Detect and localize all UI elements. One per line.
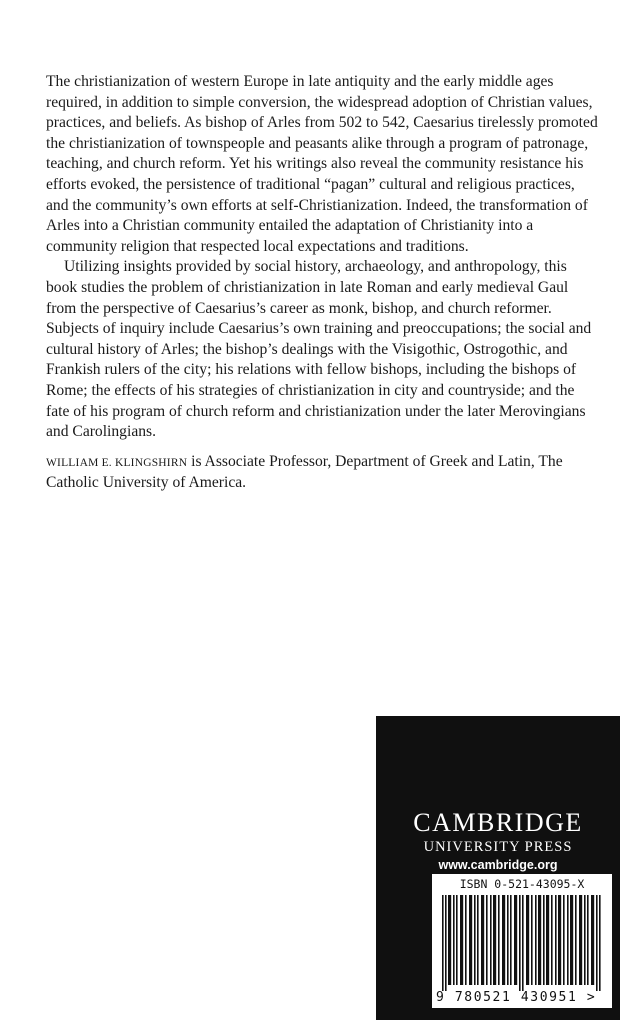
author-name: WILLIAM E. KLINGSHIRN xyxy=(46,456,188,469)
blurb-paragraph-2: Utilizing insights provided by social history, archaeology, and anthropology, this book studies the problem of christianization in late Roman and early medieval Gaul from the perspective of Caesarius’s career as monk, bishop, and church reformer. Subjects of inquiry include Caesarius’s own training and preoccupations; the social and cultural history of Arles; the bishop’s dealings with the Visigothic, Ostrogothic, and Frankish rulers of the city; his relations with fellow bishops, including the bishops of Rome; the effects of his strategies of christianization in city and countryside; and the fate of his program of church reform and christianization under the later Merovingians and Carolingians. xyxy=(46,258,592,441)
publisher-block xyxy=(376,716,620,1020)
author-bio xyxy=(46,452,598,494)
publisher-subtitle: UNIVERSITY PRESS xyxy=(423,839,573,855)
back-cover-blurb xyxy=(46,72,598,494)
blurb-paragraph-1: The christianization of western Europe in late antiquity and the early middle ages required, in addition to simple conversion, the widespread adoption of Christian values, practices, and beliefs. As bishop of Arles from 502 to 542, Caesarius tirelessly promoted the christianization of townspeople and peasants alike through a program of patronage, teaching, and church reform. Yet his writings also reveal the community resistance his efforts evoked, the persistence of traditional “pagan” cultural and religious practices, and the community’s own efforts at self-Christianization. Indeed, the transformation of Arles into a Christian community entailed the adaptation of Christianity into a community religion that respected local expectations and traditions. xyxy=(46,73,598,255)
isbn-label: ISBN 0-521-43095-X xyxy=(459,877,585,891)
author-bio-text: is Associate Professor, Department of Greek and Latin, The Catholic University of America. xyxy=(46,452,563,492)
publisher-name: CAMBRIDGE xyxy=(413,808,583,837)
ean-digits: 9 780521 430951 > xyxy=(436,990,597,1005)
publisher-url: www.cambridge.org xyxy=(438,858,558,872)
barcode xyxy=(432,874,612,1008)
barcode-bars xyxy=(438,895,606,991)
